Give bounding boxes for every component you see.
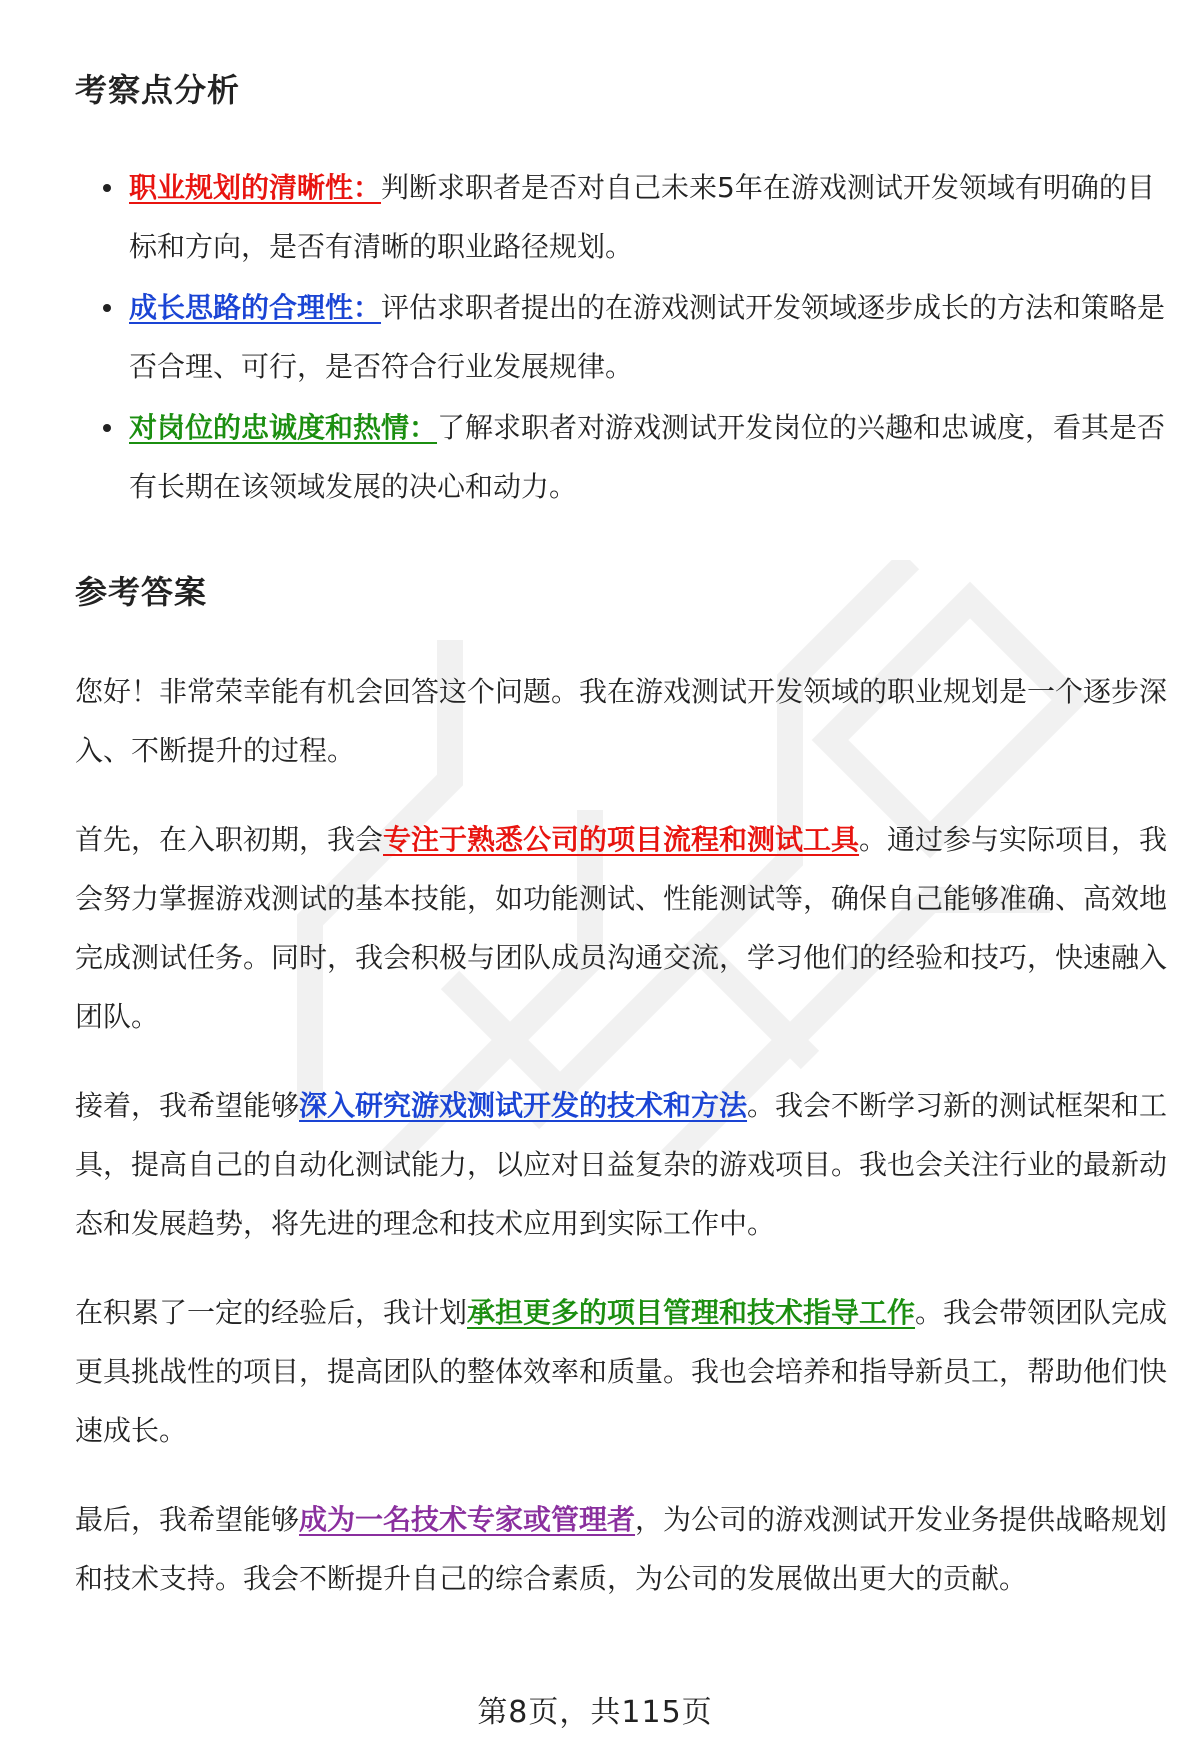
paragraph-text: 。通过参与实际项目，我会努力掌握游戏测试的基本技能，如功能测试、性能测试等，确保自己能够准确、高效地完成测试任务。同时，我会积极与团队成员沟通交流，学习他们的经验和技巧，快速融入团队。 — [75, 823, 1168, 1033]
list-item — [75, 158, 1175, 276]
highlight-text: 专注于熟悉公司的项目流程和测试工具 — [383, 823, 860, 856]
list-item — [75, 398, 1175, 516]
section-title-analysis: 考察点分析 — [75, 71, 241, 109]
highlight-text: 职业规划的清晰性： — [129, 171, 382, 204]
paragraph-text: 最后，我希望能够 — [75, 1503, 300, 1536]
item-text: 评估求职者提出的在游戏测试开发领域逐步成长的方法和策略是否合理、可行，是否符合行业发展规律。 — [129, 291, 1166, 383]
bullet-icon — [103, 184, 111, 192]
bullet-icon — [103, 424, 111, 432]
paragraph-text: 。我会不断学习新的测试框架和工具，提高自己的自动化测试能力，以应对日益复杂的游戏项目。我也会关注行业的最新动态和发展趋势，将先进的理念和技术应用到实际工作中。 — [75, 1089, 1168, 1240]
answer-paragraph — [75, 810, 1175, 1046]
paragraph-text: 在积累了一定的经验后，我计划 — [75, 1296, 468, 1329]
paragraph-text: ，为公司的游戏测试开发业务提供战略规划和技术支持。我会不断提升自己的综合素质，为公司的发展做出更大的贡献。 — [75, 1503, 1168, 1595]
list-item — [75, 278, 1175, 396]
paragraph-text: 接着，我希望能够 — [75, 1089, 300, 1122]
answer-paragraph — [75, 662, 1175, 780]
highlight-text: 承担更多的项目管理和技术指导工作 — [467, 1296, 916, 1329]
highlight-text: 对岗位的忠诚度和热情： — [129, 411, 438, 444]
highlight-text: 成长思路的合理性： — [129, 291, 382, 324]
highlight-text: 成为一名技术专家或管理者 — [299, 1503, 636, 1536]
answer-paragraph — [75, 1076, 1175, 1253]
answer-paragraph — [75, 1283, 1175, 1460]
section-title-answer: 参考答案 — [75, 573, 208, 611]
item-text: 判断求职者是否对自己未来5年在游戏测试开发领域有明确的目标和方向，是否有清晰的职业路径规划。 — [129, 171, 1155, 263]
highlight-text: 深入研究游戏测试开发的技术和方法 — [299, 1089, 748, 1122]
paragraph-text: 。我会带领团队完成更具挑战性的项目，提高团队的整体效率和质量。我也会培养和指导新员工，帮助他们快速成长。 — [75, 1296, 1168, 1447]
item-text: 了解求职者对游戏测试开发岗位的兴趣和忠诚度，看其是否有长期在该领域发展的决心和动力。 — [129, 411, 1166, 503]
page-number: 第8页，共115页 — [477, 1695, 713, 1730]
answer-paragraph — [75, 1490, 1175, 1608]
paragraph-text: 您好！非常荣幸能有机会回答这个问题。我在游戏测试开发领域的职业规划是一个逐步深入、不断提升的过程。 — [75, 675, 1168, 767]
analysis-point-list — [75, 158, 1175, 516]
main-content — [75, 62, 1175, 1638]
bullet-icon — [103, 304, 111, 312]
paragraph-text: 首先，在入职初期，我会 — [75, 823, 384, 856]
